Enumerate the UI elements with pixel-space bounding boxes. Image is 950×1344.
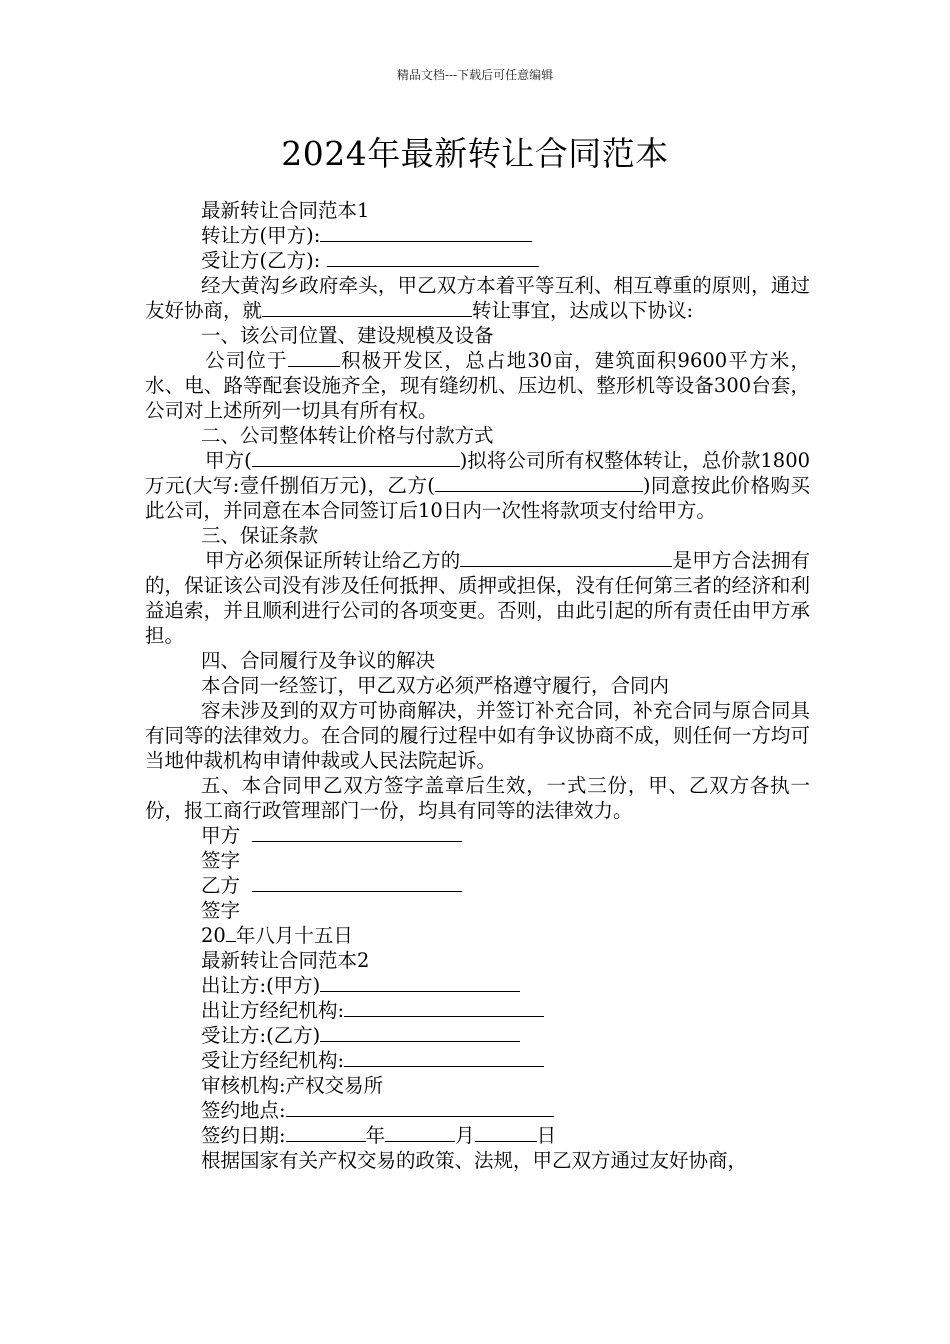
transferor-blank: [320, 223, 532, 242]
document-title: 2024年最新转让合同范本: [281, 134, 669, 173]
seller-agent-line: [145, 998, 810, 1023]
section-1-text-a: 公司位于: [205, 349, 288, 372]
section-1-text-b: 积极开发区，总占地30亩，建筑面积9600平方米，水、电、路等配套设施齐全，现有缝纫机、压边机、整形机等设备300台套，公司对上述所列一切具有所有权。: [145, 349, 810, 422]
party-b-label: 乙方: [201, 874, 241, 897]
intro-paragraph: [145, 273, 810, 323]
page-header: 精品文档---下载后可任意编辑: [396, 68, 554, 82]
year-text: 年: [365, 1124, 386, 1147]
date-year-blank: [226, 923, 236, 942]
buyer-agent-label: 受让方经纪机构:: [201, 1049, 345, 1072]
section-2-text-b: )拟将公司所有权整体转让，总价款1800万元(大写:壹仟捌佰万元)，乙方(: [145, 449, 811, 497]
contract-1-title: 最新转让合同范本1: [201, 199, 370, 222]
section-5-body: 五、本合同甲乙双方签字盖章后生效，一式三份，甲、乙双方各执一份，报工商行政管理部门一份，均具有同等的法律效力。: [145, 774, 810, 822]
signature-party-a: [145, 823, 810, 848]
intro-text-a: 经大黄沟乡政府牵头，甲乙双方本着平等互利、相互尊重的原则，通过友好协商，就: [145, 274, 810, 322]
section-2-text-c: )同意按此价格购买此公司，并同意在本合同签订后10日内一次性将款项支付给甲方。: [145, 474, 810, 522]
asset-blank: [460, 548, 672, 567]
place-blank: [286, 1098, 554, 1117]
location-blank: [288, 348, 340, 367]
year-blank: [286, 1123, 366, 1142]
signature-date: [145, 923, 810, 948]
seller-line: [145, 973, 810, 998]
buyer-agent-blank: [344, 1048, 544, 1067]
audit-line: 审核机构:产权交易所: [201, 1074, 384, 1097]
intro-blank: [262, 298, 472, 317]
party-a-sign-blank: [252, 823, 462, 842]
intro-text-b: 转让事宜，达成以下协议:: [472, 299, 694, 322]
date-year-prefix: 20: [201, 924, 226, 947]
party-b-name-blank: [435, 473, 643, 492]
section-3-title: 三、保证条款: [201, 524, 319, 547]
buyer-blank: [320, 1023, 520, 1042]
document-body: [145, 198, 810, 1173]
party-a-name-blank: [252, 448, 460, 467]
section-4-title: 四、合同履行及争议的解决: [201, 649, 436, 672]
signature-party-b: [145, 873, 810, 898]
date-text: 年八月十五日: [235, 924, 353, 947]
transferee-blank: [327, 248, 539, 267]
transferee-line: [145, 248, 810, 273]
date-label: 签约日期:: [201, 1124, 286, 1147]
buyer-line: [145, 1023, 810, 1048]
contract-2-title: 最新转让合同范本2: [201, 949, 370, 972]
seller-label: 出让方:(甲方): [201, 974, 321, 997]
section-3-body: [145, 548, 810, 648]
section-2-title: 二、公司整体转让价格与付款方式: [201, 424, 494, 447]
section-2-text-a: 甲方(: [205, 449, 252, 472]
signature-label-a: 签字: [201, 849, 241, 872]
transferee-label: 受让方(乙方):: [201, 249, 321, 272]
day-blank: [475, 1123, 537, 1142]
buyer-agent-line: [145, 1048, 810, 1073]
section-2-body: [145, 448, 810, 523]
seller-agent-blank: [344, 998, 544, 1017]
section-4-body: 容未涉及到的双方可协商解决，并签订补充合同，补充合同与原合同具有同等的法律效力。在合同的履行过程中如有争议协商不成，则任何一方均可当地仲裁机构申请仲裁或人民法院起诉。: [145, 699, 810, 772]
place-label: 签约地点:: [201, 1099, 286, 1122]
month-text: 月: [455, 1124, 475, 1147]
party-b-sign-blank: [252, 873, 462, 892]
transferor-line: [145, 223, 810, 248]
section-1-body: [145, 348, 810, 423]
seller-blank: [320, 973, 520, 992]
contract-2-intro: 根据国家有关产权交易的政策、法规，甲乙双方通过友好协商，: [201, 1149, 748, 1172]
section-1-title: 一、该公司位置、建设规模及设备: [201, 324, 494, 347]
month-blank: [385, 1123, 455, 1142]
section-3-text-a: 甲方必须保证所转让给乙方的: [205, 549, 461, 572]
buyer-label: 受让方:(乙方): [201, 1024, 321, 1047]
signature-label-b: 签字: [201, 899, 241, 922]
transferor-label: 转让方(甲方):: [201, 224, 321, 247]
day-text: 日: [536, 1124, 557, 1147]
date-line: [145, 1123, 810, 1148]
section-3-text-b: 是甲方合法拥有的，保证该公司没有涉及任何抵押、质押或担保，没有任何第三者的经济和利益追索，并且顺利进行公司的各项变更。否则，由此引起的所有责任由甲方承担。: [145, 549, 810, 647]
place-line: [145, 1098, 810, 1123]
party-a-label: 甲方: [201, 824, 241, 847]
seller-agent-label: 出让方经纪机构:: [201, 999, 345, 1022]
section-4-line-1: 本合同一经签订，甲乙双方必须严格遵守履行，合同内: [201, 674, 670, 697]
